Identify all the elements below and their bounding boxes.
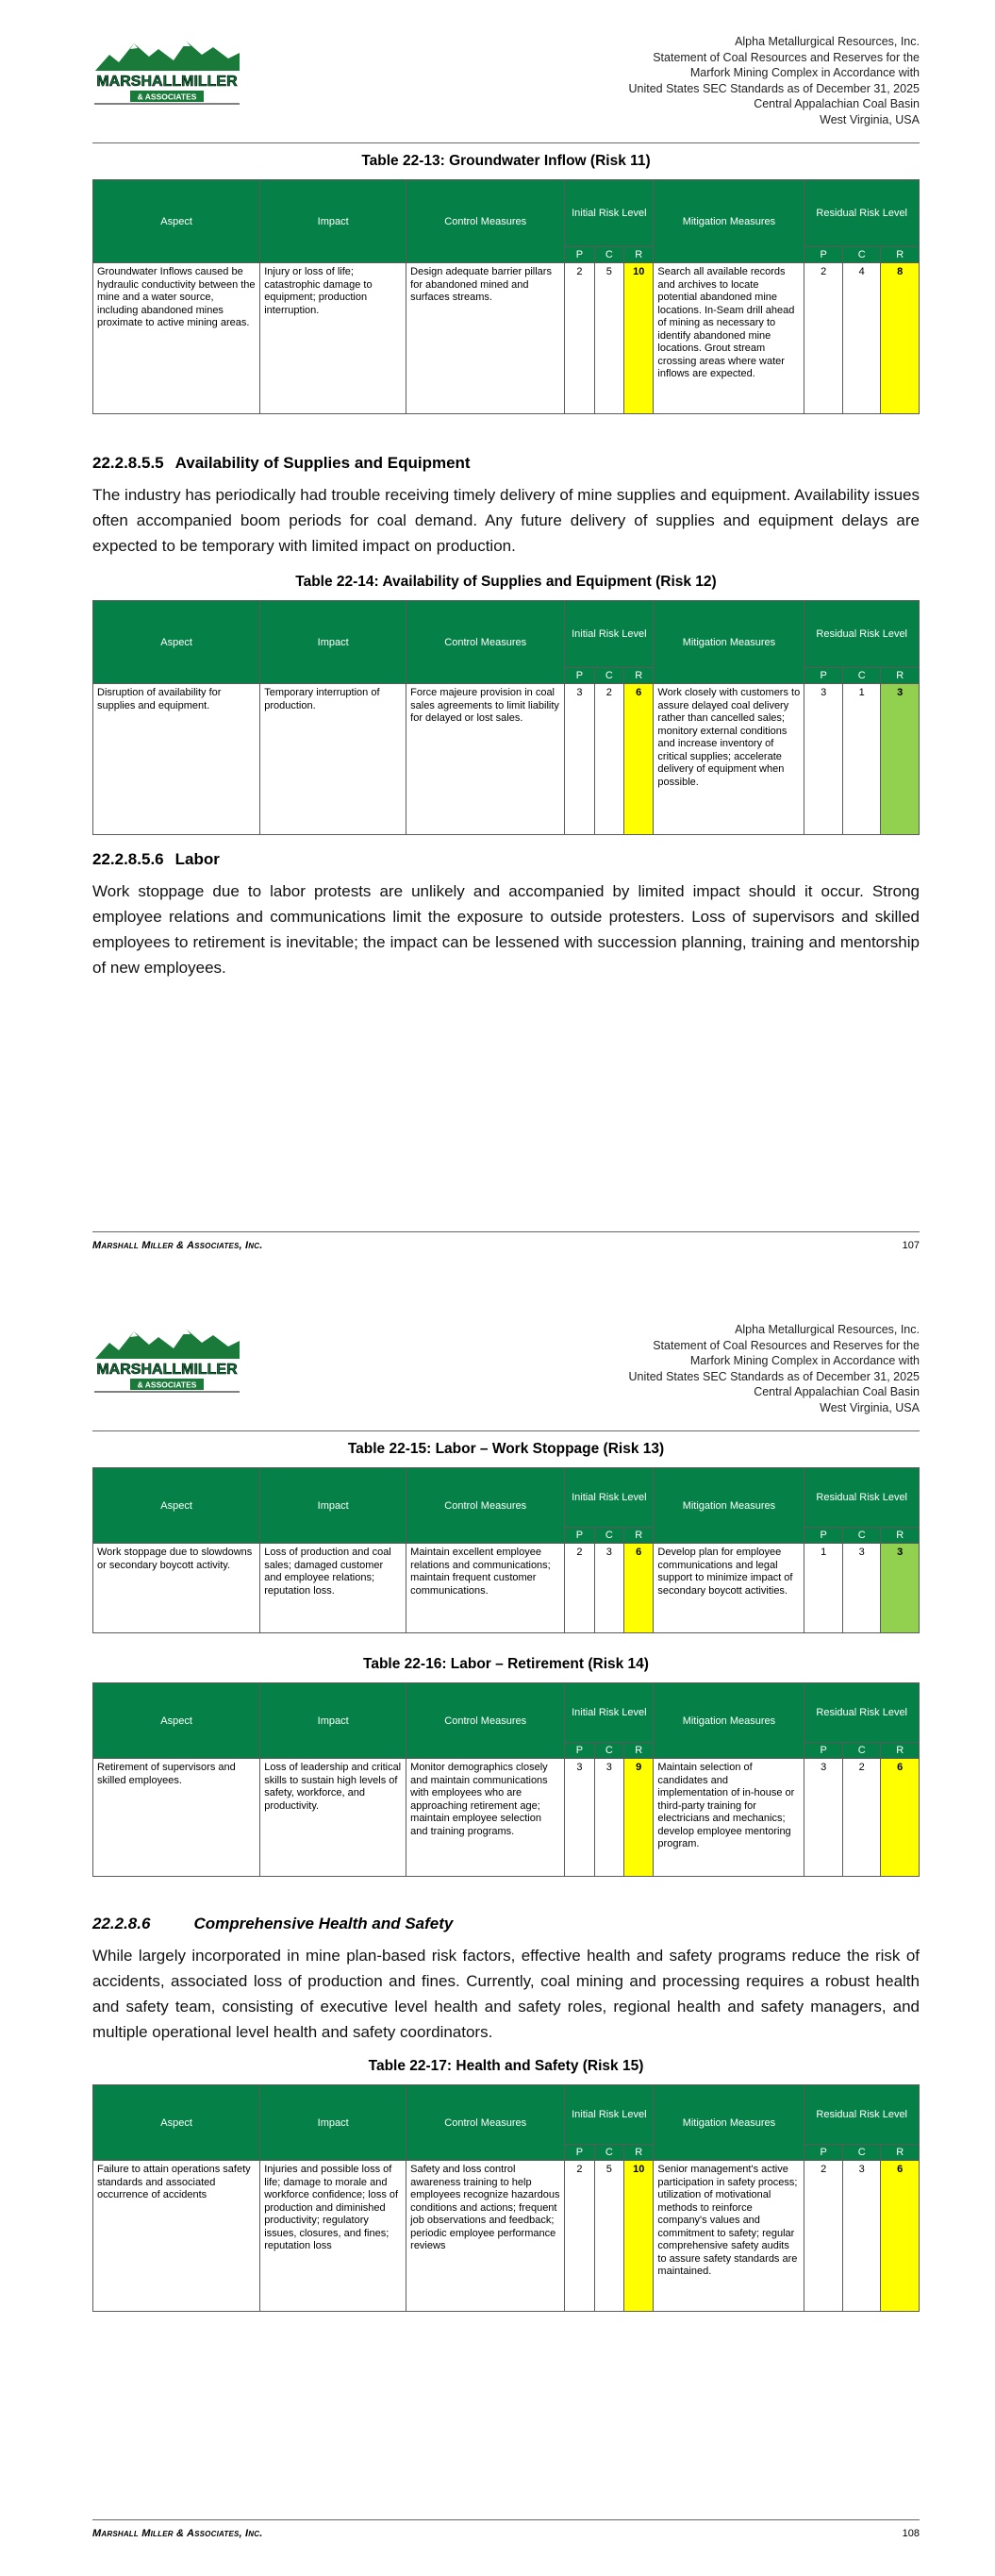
header-p: P [565,1528,594,1544]
section-title: Availability of Supplies and Equipment [174,454,471,472]
header-r: R [624,247,654,263]
cell-initial-r: 9 [624,1759,654,1877]
header-r: R [881,247,920,263]
section-title: Comprehensive Health and Safety [193,1915,454,1932]
cell-residual-r: 3 [881,1544,920,1633]
header-initial-risk: Initial Risk Level [565,180,654,247]
cell-mitigation: Work closely with customers to assure delayed coal delivery rather than cancelled sales; monitory external conditions and increase inventory of critical supplies; accelerate delivery of equipment when possible. [654,684,804,835]
cell-impact: Injury or loss of life; catastrophic damage to equipment; production interruption. [260,263,406,414]
cell-impact: Loss of production and coal sales; damaged customer and employee relations; reputation loss. [260,1544,406,1633]
table-title: Table 22-14: Availability of Supplies and Equipment (Risk 12) [295,574,717,590]
cell-initial-r: 6 [624,1544,654,1633]
cell-residual-p: 3 [804,684,843,835]
cell-aspect: Disruption of availability for supplies and equipment. [93,684,260,835]
header-r: R [881,2145,920,2161]
section-paragraph: While largely incorporated in mine plan-based risk factors, effective health and safety programs reduce the risk of accidents, associated loss of production and fines. Currently, coal mining and processing requires a robust health and safety team, consisting of executive level health and safety roles, regional health and safety managers, and multiple operational level health and safety coordinators. [92,1947,920,2041]
header-control: Control Measures [406,2085,565,2161]
cell-control: Maintain excellent employee relations and communications; maintain frequent customer communications. [406,1544,565,1633]
header-aspect: Aspect [93,180,260,263]
cell-residual-p: 1 [804,1544,843,1633]
header-impact: Impact [260,1468,406,1544]
header-c: C [594,1743,623,1759]
company-line: United States SEC Standards as of December 31, 2025 [628,1369,920,1383]
header-r: R [624,668,654,684]
cell-residual-c: 3 [842,2161,881,2312]
section-paragraph: Work stoppage due to labor protests are unlikely and accompanied by limited impact should it occur. Strong employee relations and communications limit the exposure to outside protesters. Loss of supervisors and skilled employees to retirement is inevitable; the impact can be lessened with succession planning, training and mentorship of new employees. [92,882,920,977]
header-p: P [565,1743,594,1759]
header-control: Control Measures [406,180,565,263]
header-c: C [842,668,881,684]
table-row [93,684,920,835]
svg-text:MARSHALLMILLER: MARSHALLMILLER [96,74,238,90]
cell-residual-c: 4 [842,263,881,414]
cell-residual-r: 6 [881,1759,920,1877]
header-p: P [804,1743,843,1759]
header-r: R [624,1743,654,1759]
table-title: Table 22-17: Health and Safety (Risk 15) [368,2058,644,2074]
cell-control: Monitor demographics closely and maintain communications with employees who are approaching retirement age; maintain employee selection and training programs. [406,1759,565,1877]
header-p: P [804,668,843,684]
company-line: United States SEC Standards as of December 31, 2025 [628,81,920,95]
section-number: 22.2.8.5.5 [92,454,164,472]
cell-residual-c: 3 [842,1544,881,1633]
table-row [93,263,920,414]
cell-residual-p: 2 [804,2161,843,2312]
section-heading [92,850,920,869]
header-r: R [624,1528,654,1544]
header-impact: Impact [260,180,406,263]
page-header [92,0,920,143]
company-line: Central Appalachian Coal Basin [754,97,920,110]
header-c: C [594,2145,623,2161]
cell-aspect: Failure to attain operations safety standards and associated occurrence of accidents [93,2161,260,2312]
header-r: R [881,1743,920,1759]
cell-initial-r: 10 [624,263,654,414]
header-aspect: Aspect [93,2085,260,2161]
header-initial-risk: Initial Risk Level [565,601,654,668]
header-control: Control Measures [406,601,565,684]
section-paragraph: The industry has periodically had trouble receiving timely delivery of mine supplies and equipment. Availability issues often accompanied boom periods for coal demand. Any future delivery of supplies and equipment delays are expected to be temporary with limited impact on production. [92,486,920,555]
header-residual-risk: Residual Risk Level [804,180,920,247]
header-control: Control Measures [406,1683,565,1759]
page-footer [92,1231,920,1256]
section-title: Labor [174,850,220,868]
section-heading [92,454,920,473]
header-c: C [594,1528,623,1544]
footer-brand: Marshall Miller & Associates, Inc. [92,2528,263,2539]
cell-initial-p: 3 [565,684,594,835]
company-line: Marfork Mining Complex in Accordance with [689,66,920,79]
risk-table-work-stoppage [92,1467,920,1633]
company-line: Statement of Coal Resources and Reserves for the [653,50,920,64]
company-line: Central Appalachian Coal Basin [754,1385,920,1398]
table-row [93,1544,920,1633]
company-line: Marfork Mining Complex in Accordance with [689,1354,920,1367]
marshall-miller-logo-icon [92,36,241,106]
svg-text:& ASSOCIATES: & ASSOCIATES [137,1380,197,1390]
section-number: 22.2.8.5.6 [92,850,164,868]
cell-mitigation: Develop plan for employee communications and legal support to minimize impact of secondary boycott activities. [654,1544,804,1633]
cell-control: Safety and loss control awareness training to help employees recognize hazardous conditions and actions; frequent job observations and feedback; periodic employee performance reviews [406,2161,565,2312]
cell-control: Design adequate barrier pillars for abandoned mined and surfaces streams. [406,263,565,414]
header-r: R [881,668,920,684]
table-row [93,2161,920,2312]
header-p: P [565,247,594,263]
svg-text:MARSHALLMILLER: MARSHALLMILLER [96,1362,238,1378]
company-line: Statement of Coal Resources and Reserves for the [653,1338,920,1352]
marshall-miller-logo-icon [92,1324,241,1394]
cell-residual-r: 6 [881,2161,920,2312]
header-p: P [804,1528,843,1544]
svg-text:& ASSOCIATES: & ASSOCIATES [137,92,197,102]
header-c: C [594,247,623,263]
company-line: Alpha Metallurgical Resources, Inc. [735,35,920,48]
risk-table-retirement [92,1682,920,1877]
header-p: P [565,2145,594,2161]
cell-residual-r: 3 [881,684,920,835]
header-residual-risk: Residual Risk Level [804,1683,920,1743]
footer-brand: Marshall Miller & Associates, Inc. [92,1240,263,1251]
table-row [93,1759,920,1877]
header-c: C [842,2145,881,2161]
cell-residual-c: 2 [842,1759,881,1877]
header-p: P [565,668,594,684]
header-c: C [842,1528,881,1544]
header-residual-risk: Residual Risk Level [804,1468,920,1528]
cell-mitigation: Senior management's active participation in safety process; utilization of motivational methods to reinforce company's values and commitment to safety; regular comprehensive safety audits to assure safety standards are maintained. [654,2161,804,2312]
cell-mitigation: Search all available records and archives to locate potential abandoned mine locations. In-Seam drill ahead of mining as necessary to identify abandoned mine locations. Grout stream crossing areas where water inflows are expected. [654,263,804,414]
cell-impact: Temporary interruption of production. [260,684,406,835]
section-number: 22.2.8.6 [92,1915,151,1932]
risk-table-supplies [92,600,920,835]
header-impact: Impact [260,601,406,684]
header-c: C [842,1743,881,1759]
header-divider [92,1430,920,1431]
cell-impact: Injuries and possible loss of life; damage to morale and workforce confidence; loss of production and diminished productivity; regulatory issues, closures, and fines; reputation loss [260,2161,406,2312]
risk-table-groundwater [92,179,920,414]
cell-initial-p: 2 [565,1544,594,1633]
section-heading [92,1915,920,1933]
cell-aspect: Groundwater Inflows caused be hydraulic conductivity between the mine and a water source, including abandoned mines proximate to active mining areas. [93,263,260,414]
page-number: 108 [902,2528,920,2539]
cell-aspect: Work stoppage due to slowdowns or secondary boycott activity. [93,1544,260,1633]
cell-initial-p: 3 [565,1759,594,1877]
header-r: R [624,2145,654,2161]
header-mitigation: Mitigation Measures [654,180,804,263]
cell-initial-c: 5 [594,2161,623,2312]
header-initial-risk: Initial Risk Level [565,1683,654,1743]
header-impact: Impact [260,2085,406,2161]
cell-initial-c: 3 [594,1759,623,1877]
cell-initial-p: 2 [565,2161,594,2312]
header-mitigation: Mitigation Measures [654,2085,804,2161]
header-residual-risk: Residual Risk Level [804,601,920,668]
page-footer [92,2519,920,2544]
cell-initial-c: 5 [594,263,623,414]
header-p: P [804,2145,843,2161]
cell-aspect: Retirement of supervisors and skilled employees. [93,1759,260,1877]
company-info [628,1322,920,1415]
company-line: Alpha Metallurgical Resources, Inc. [735,1323,920,1336]
header-divider [92,142,920,143]
cell-residual-r: 8 [881,263,920,414]
company-line: West Virginia, USA [820,1400,920,1414]
header-mitigation: Mitigation Measures [654,1683,804,1759]
header-initial-risk: Initial Risk Level [565,2085,654,2145]
header-r: R [881,1528,920,1544]
header-impact: Impact [260,1683,406,1759]
cell-mitigation: Maintain selection of candidates and implementation of in-house or third-party training for electricians and mechanics; develop employee mentoring program. [654,1759,804,1877]
cell-initial-p: 2 [565,263,594,414]
cell-impact: Loss of leadership and critical skills to sustain high levels of safety, workforce, and productivity. [260,1759,406,1877]
cell-initial-r: 6 [624,684,654,835]
cell-control: Force majeure provision in coal sales agreements to limit liability for delayed or lost sales. [406,684,565,835]
header-aspect: Aspect [93,601,260,684]
header-p: P [804,247,843,263]
page-header [92,1288,920,1431]
header-aspect: Aspect [93,1683,260,1759]
page-108 [0,1288,995,2576]
header-mitigation: Mitigation Measures [654,1468,804,1544]
cell-initial-c: 2 [594,684,623,835]
header-c: C [594,668,623,684]
page-number: 107 [902,1240,920,1251]
risk-table-health-safety [92,2084,920,2312]
header-aspect: Aspect [93,1468,260,1544]
table-title: Table 22-15: Labor – Work Stoppage (Risk 13) [347,1441,665,1457]
cell-residual-p: 2 [804,263,843,414]
header-c: C [842,247,881,263]
company-info [628,34,920,127]
header-control: Control Measures [406,1468,565,1544]
cell-initial-c: 3 [594,1544,623,1633]
table-title: Table 22-16: Labor – Retirement (Risk 14) [363,1656,649,1672]
header-residual-risk: Residual Risk Level [804,2085,920,2145]
cell-residual-p: 3 [804,1759,843,1877]
company-line: West Virginia, USA [820,112,920,126]
header-initial-risk: Initial Risk Level [565,1468,654,1528]
cell-residual-c: 1 [842,684,881,835]
cell-initial-r: 10 [624,2161,654,2312]
table-title: Table 22-13: Groundwater Inflow (Risk 11) [361,153,651,169]
header-mitigation: Mitigation Measures [654,601,804,684]
